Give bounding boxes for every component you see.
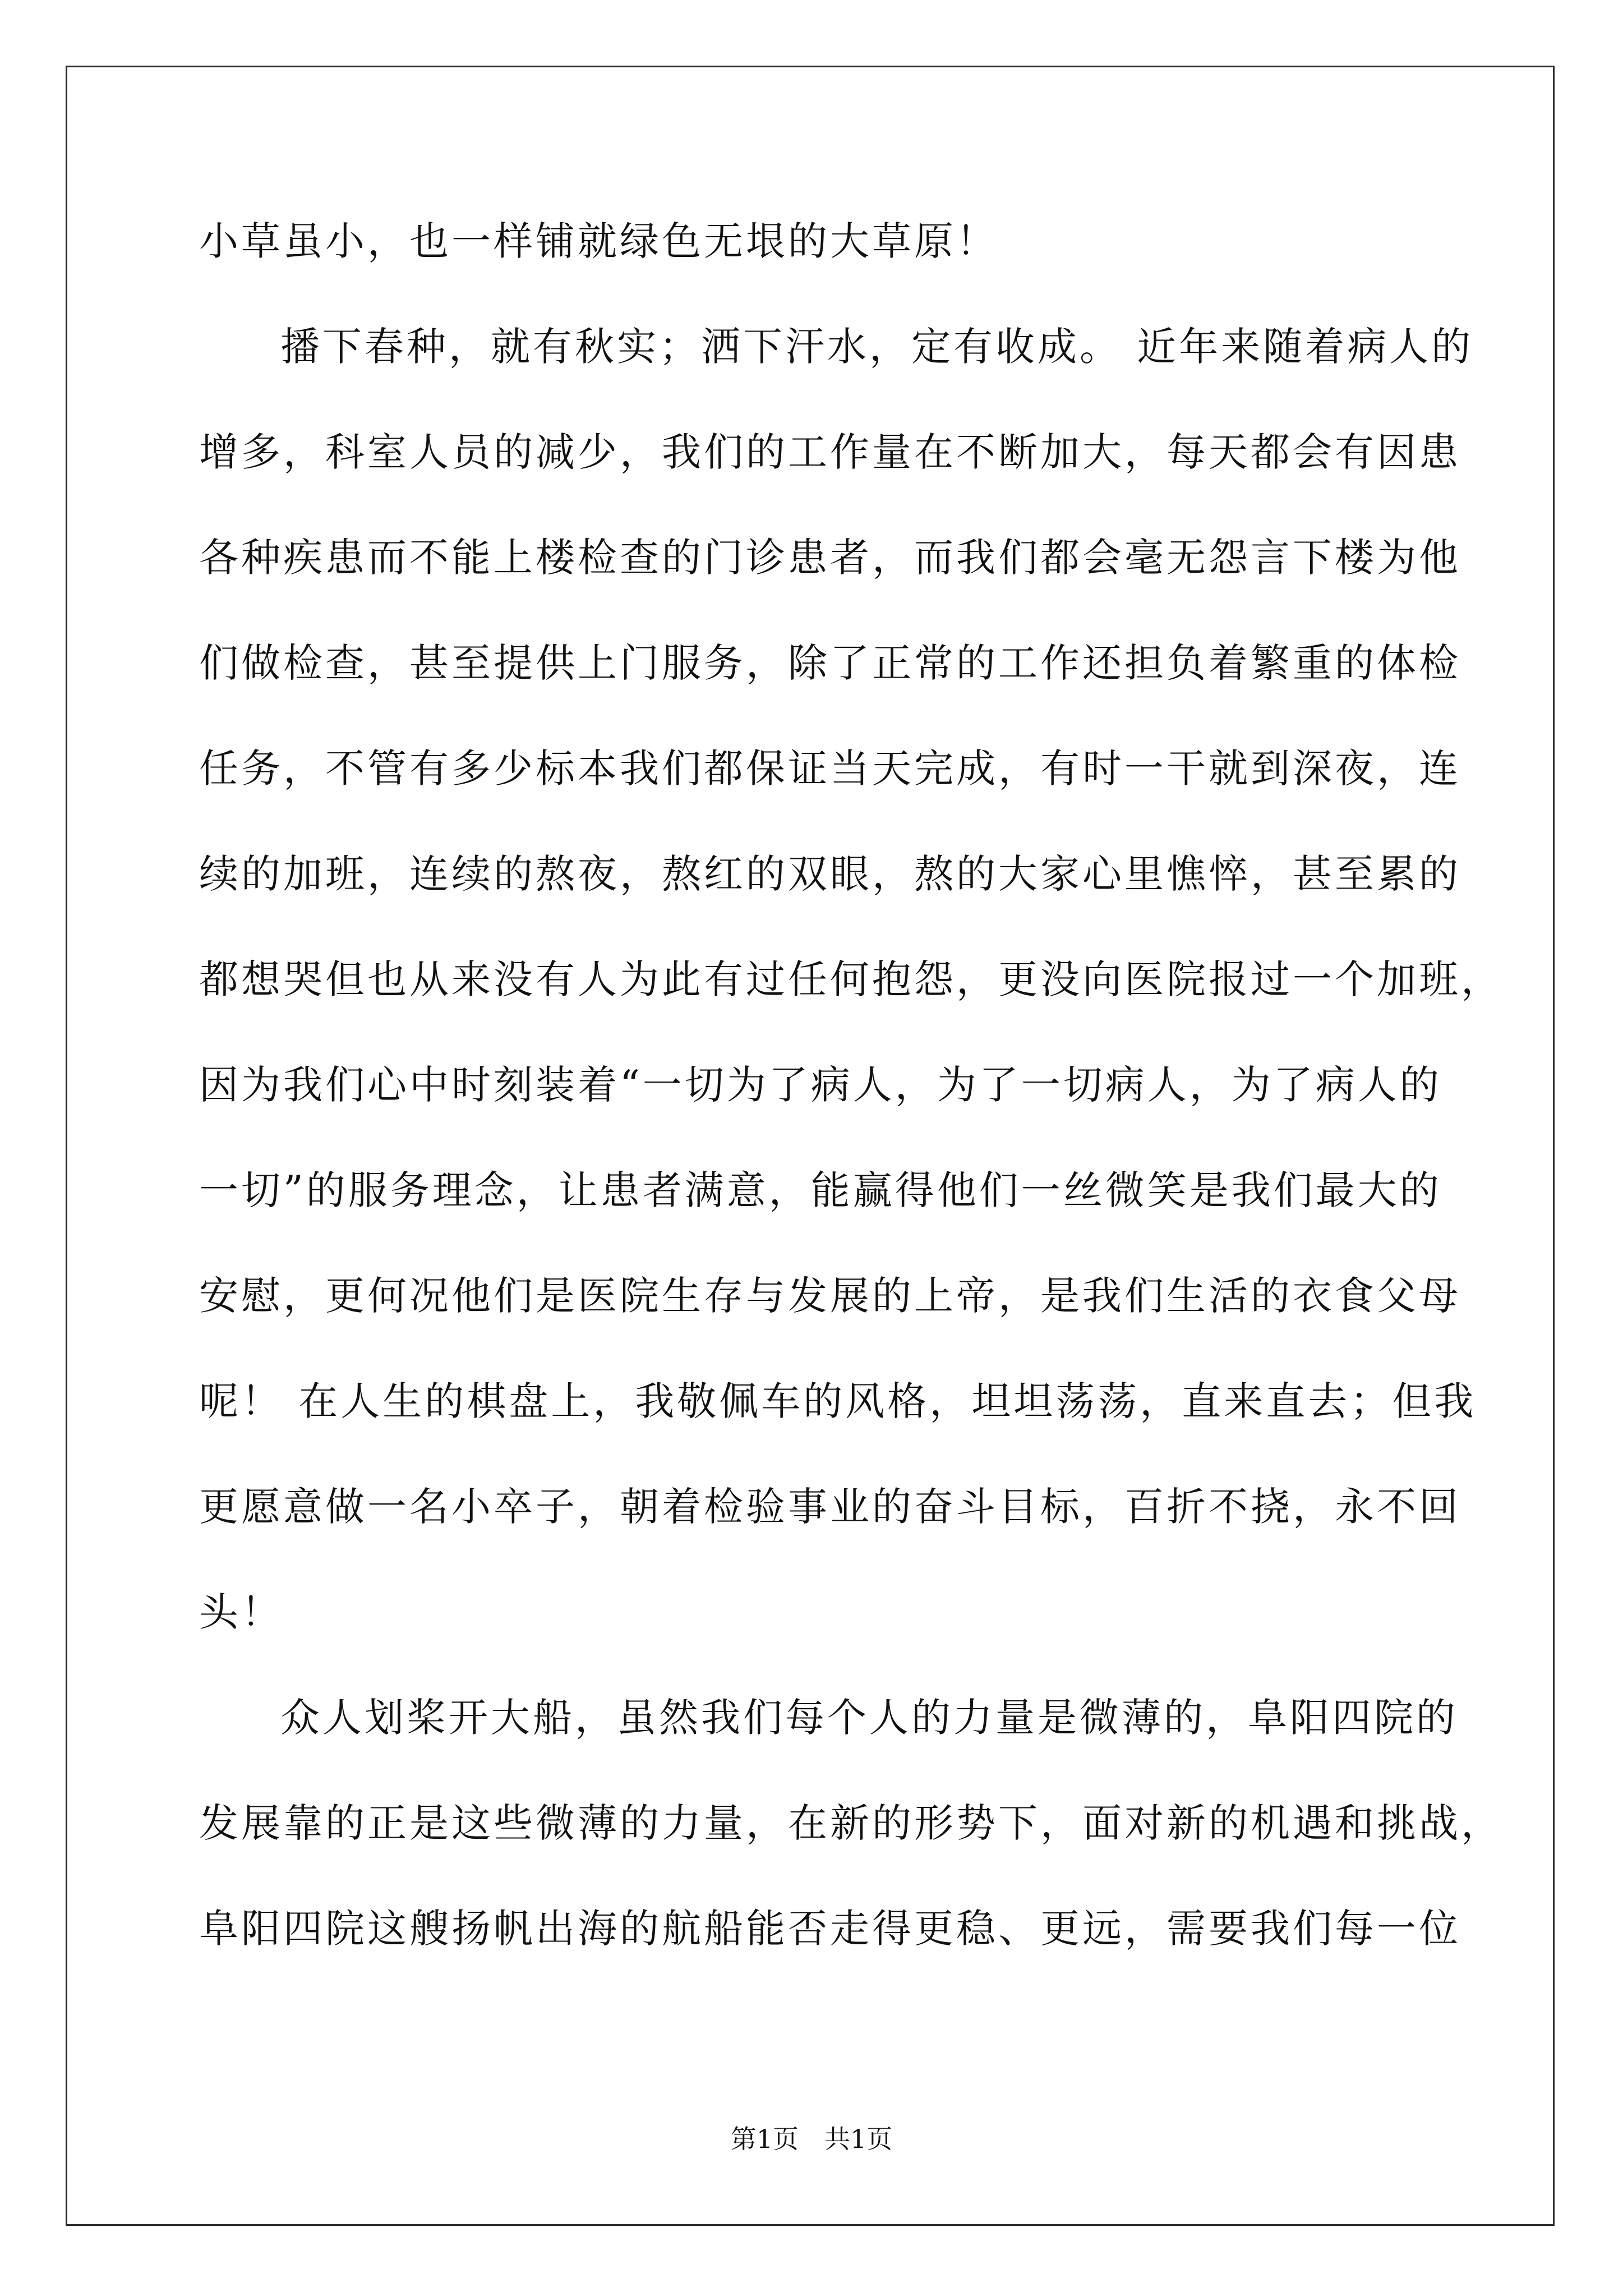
text-line-5: 们做检查，甚至提供上门服务，除了正常的工作还担负着繁重的体检 (199, 640, 1461, 686)
text-line-12: 呢！ 在人生的棋盘上，我敬佩车的风格，坦坦荡荡，直来直去；但我 (199, 1378, 1477, 1424)
text-line-11: 安慰，更何况他们是医院生存与发展的上帝，是我们生活的衣食父母 (199, 1273, 1461, 1319)
text-line-15: 众人划桨开大船，虽然我们每个人的力量是微薄的，阜阳四院的 (280, 1695, 1458, 1741)
text-line-4: 各种疾患而不能上楼检查的门诊患者，而我们都会毫无怨言下楼为他 (199, 535, 1461, 581)
text-line-2: 播下春种，就有秋实；洒下汗水，定有收成。 近年来随着病人的 (280, 324, 1474, 370)
text-line-1: 小草虽小，也一样铺就绿色无垠的大草原！ (199, 218, 998, 264)
text-line-7: 续的加班，连续的熬夜，熬红的双眼，熬的大家心里憔悴，甚至累的 (199, 851, 1461, 897)
text-line-16: 发展靠的正是这些微薄的力量，在新的形势下，面对新的机遇和挑战， (199, 1800, 1503, 1846)
text-line-10: 一切”的服务理念，让患者满意，能赢得他们一丝微笑是我们最大的 (199, 1167, 1442, 1213)
text-line-14: 头！ (199, 1589, 283, 1635)
text-line-13: 更愿意做一名小卒子，朝着检验事业的奋斗目标，百折不挠，永不回 (199, 1484, 1461, 1530)
page-footer: 第1页 共1页 (730, 2124, 893, 2154)
text-line-9: 因为我们心中时刻装着“一切为了病人，为了一切病人，为了病人的 (199, 1062, 1442, 1108)
text-line-17: 阜阳四院这艘扬帆出海的航船能否走得更稳、更远，需要我们每一位 (199, 1906, 1461, 1952)
text-line-6: 任务，不管有多少标本我们都保证当天完成，有时一干就到深夜，连 (199, 746, 1461, 792)
text-line-8: 都想哭但也从来没有人为此有过任何抱怨，更没向医院报过一个加班， (199, 956, 1503, 1002)
text-line-3: 增多，科室人员的减少，我们的工作量在不断加大，每天都会有因患 (199, 429, 1461, 475)
